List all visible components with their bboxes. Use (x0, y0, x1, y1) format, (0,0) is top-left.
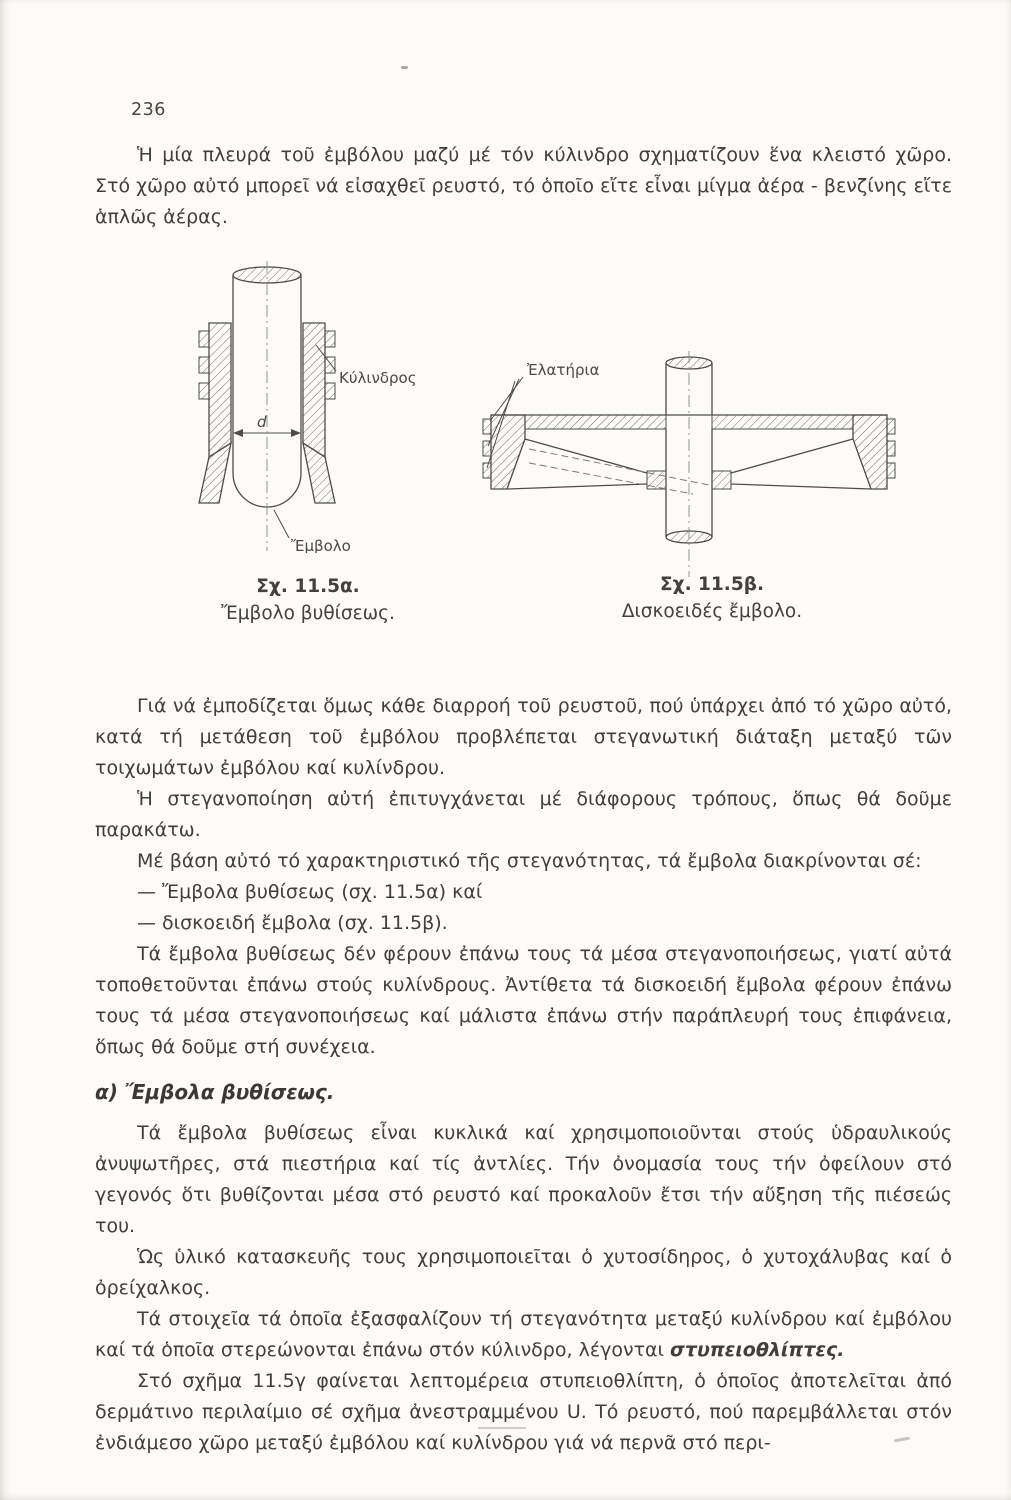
paragraph-usage: Τά ἔμβολα βυθίσεως εἶναι κυκλικά καί χρησιμοποιοῦνται στούς ὑδραυλικούς ἀνυψωτῆρες, στά πιεστήρια καί τίς ἀντλίες. Τήν ὀνομασία τους τήν ὀφείλουν στό γεγονός ὅτι βυθίζονται μέσα στό ρευστό καί προκαλοῦν ἔτσι τήν αὔξηση τῆς πιέσεώς του. (95, 1122, 952, 1237)
list-item-plunger: — Ἔμβολα βυθίσεως (σχ. 11.5α) καί (137, 881, 483, 903)
page-content (95, 140, 952, 1459)
paragraph-sealing: Γιά νά ἐμποδίζεται ὅμως κάθε διαρροή τοῦ ρευστοῦ, πού ὑπάρχει ἀπό τό χῶρο αὐτό, κατά τή μετάθεση τοῦ ἐμβόλου προβλέπεται στεγανωτική διάταξη μεταξύ τῶν τοιχωμάτων ἐμβόλου καί κυλίνδρου. (95, 695, 952, 779)
caption-number-b: Σχ. 11.5β. (660, 574, 764, 595)
figure-caption-a (153, 573, 463, 627)
intro-paragraph: Ἡ μία πλευρά τοῦ ἐμβόλου μαζύ μέ τόν κύλινδρο σχηματίζουν ἕνα κλειστό χῶρο. Στό χῶρο αὐτό μπορεῖ νά εἰσαχθεῖ ρευστό, τό ὁποῖο εἴτε εἶναι μίγμα ἀέρα - βενζίνης εἴτε ἁπλῶς ἀέρας. (95, 144, 952, 228)
paragraph-comparison: Τά ἔμβολα βυθίσεως δέν φέρουν ἐπάνω τους τά μέσα στεγανοποιήσεως, γιατί αὐτά τοποθετοῦνται ἐπάνω στούς κυλίνδρους. Ἀντίθετα τά δισκοειδή ἔμβολα φέρουν ἐπάνω τους τά μέσα στεγανοποιήσεως καί μάλιστα ἐπάνω στήν παράπλευρή τους ἐπιφάνεια, ὅπως θά δοῦμε στή συνέχεια. (95, 943, 952, 1058)
paragraph-stuffing-text: Τά στοιχεῖα τά ὁποῖα ἐξασφαλίζουν τή στεγανότητα μεταξύ κυλίνδρου καί ἐμβόλου καί τά ὁποῖα στερεώνονται ἐπάνω στόν κύλινδρο, λέγονται (95, 1308, 952, 1361)
piston-label: Ἔμβολο (291, 537, 351, 553)
springs-label: Ἐλατήρια (527, 361, 600, 379)
disc-piston-drawing (461, 351, 916, 581)
page-number: 236 (131, 100, 166, 120)
plunger-piston-drawing (195, 261, 445, 553)
list-item-disc: — δισκοειδή ἔμβολα (σχ. 11.5β). (137, 912, 448, 934)
diameter-label: d (257, 413, 267, 431)
caption-title-b: Δισκοειδές ἔμβολο. (621, 601, 803, 622)
figures-row (95, 233, 952, 645)
paragraph-detail: Στό σχῆμα 11.5γ φαίνεται λεπτομέρεια στυπειοθλίπτη, ὁ ὁποῖος ἀποτελεῖται ἀπό δερμάτινο περιλαίμιο σέ σχῆμα ἀνεστραμμένου U. Τό ρευστό, πού παρεμβάλλεται στόν ἐνδιάμεσο χῶρο μεταξύ ἐμβόλου καί κυλίνδρου γιά νά περνᾶ στό περι- (95, 1370, 952, 1454)
caption-number-a: Σχ. 11.5α. (256, 576, 360, 597)
paragraph-materials: Ὡς ὑλικό κατασκευῆς τους χρησιμοποιεῖται ὁ χυτοσίδηρος, ὁ χυτοχάλυβας καί ὁ ὀρείχαλκος. (95, 1246, 952, 1299)
cylinder-label: Κύλινδρος (339, 369, 417, 387)
scan-artifact (401, 66, 408, 69)
section-heading: α) Ἔμβολα βυθίσεως. (95, 1080, 335, 1104)
scan-artifact (478, 1427, 526, 1429)
paragraph-methods: Ἡ στεγανοποίηση αὐτή ἐπιτυγχάνεται μέ διάφορους τρόπους, ὅπως θά δοῦμε παρακάτω. (95, 788, 952, 841)
paragraph-stuffing (95, 1304, 952, 1366)
caption-title-a: Ἔμβολο βυθίσεως. (221, 603, 395, 624)
stuffing-term-bold: στυπειοθλίπτες. (670, 1339, 845, 1361)
paragraph-classification: Μέ βάση αὐτό τό χαρακτηριστικό τῆς στεγανότητας, τά ἔμβολα διακρίνονται σέ: (137, 850, 922, 872)
figure-caption-b (547, 571, 877, 625)
